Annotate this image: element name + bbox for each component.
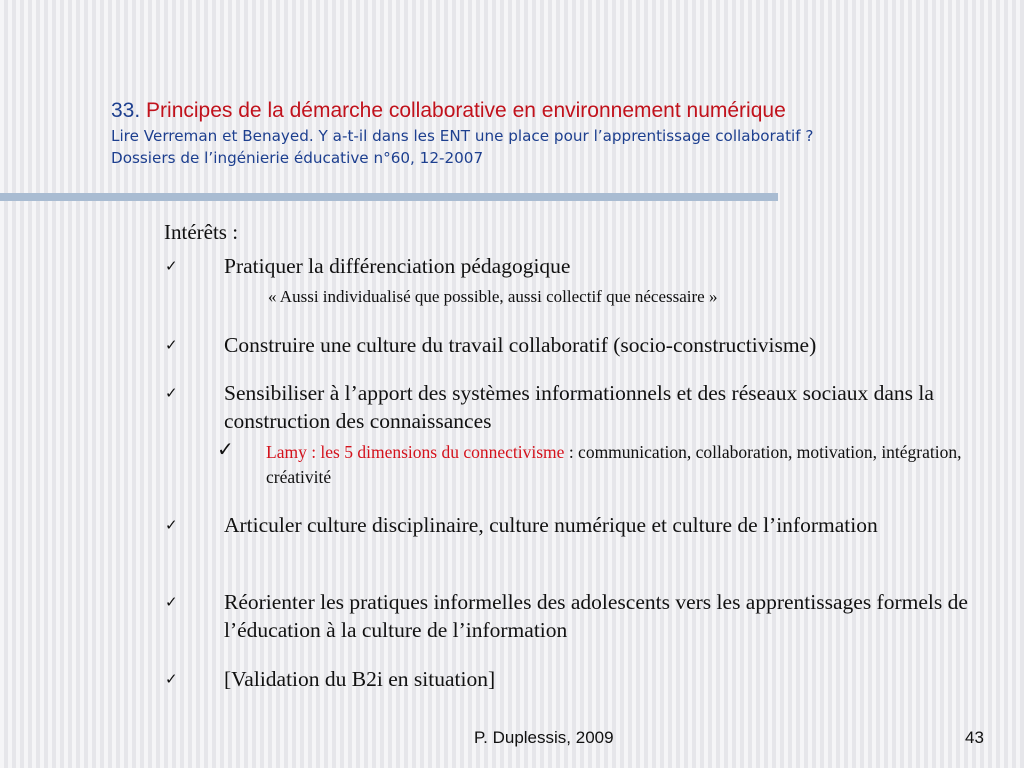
page-number: 43 xyxy=(965,728,984,747)
check-icon: ✓ xyxy=(165,338,178,354)
bullet-item: Articuler culture disciplinaire, culture numérique et culture de l’information xyxy=(224,513,878,537)
check-icon: ✓ xyxy=(217,439,234,461)
check-icon: ✓ xyxy=(165,672,178,688)
bullet-item: Réorienter les pratiques informelles des adolescents vers les apprentissages formels de l’éducation à la culture de l’information xyxy=(224,590,968,642)
check-icon: ✓ xyxy=(165,595,178,611)
footer-author: P. Duplessis, 2009 xyxy=(474,728,614,747)
sub-bullet-rest: : communication, collaboration, motivation, intégration, créativité xyxy=(266,442,962,487)
intro-heading: Intérêts : xyxy=(164,220,239,244)
bullet-item: Sensibiliser à l’apport des systèmes informationnels et des réseaux sociaux dans la construction des connaissances xyxy=(224,381,934,433)
sub-bullet-highlight: Lamy : les 5 dimensions du connectivisme xyxy=(266,442,565,462)
sub-bullet-item xyxy=(266,440,996,489)
check-icon: ✓ xyxy=(165,259,178,275)
bullet-item: Construire une culture du travail collaboratif (socio-constructivisme) xyxy=(224,333,817,357)
check-icon: ✓ xyxy=(165,518,178,534)
bullet-item: Pratiquer la différenciation pédagogique xyxy=(224,254,571,278)
reference-line-1: Lire Verreman et Benayed. Y a-t-il dans les ENT une place pour l’apprentissage collaboratif ? xyxy=(111,127,814,145)
quote-text: « Aussi individualisé que possible, aussi collectif que nécessaire » xyxy=(268,287,718,306)
reference-line-2: Dossiers de l’ingénierie éducative n°60, 12-2007 xyxy=(111,149,484,167)
bullet-item: [Validation du B2i en situation] xyxy=(224,667,496,691)
check-icon: ✓ xyxy=(165,386,178,402)
slide-title-text: Principes de la démarche collaborative en environnement numérique xyxy=(146,99,786,122)
slide-title-number: 33. xyxy=(111,99,141,122)
